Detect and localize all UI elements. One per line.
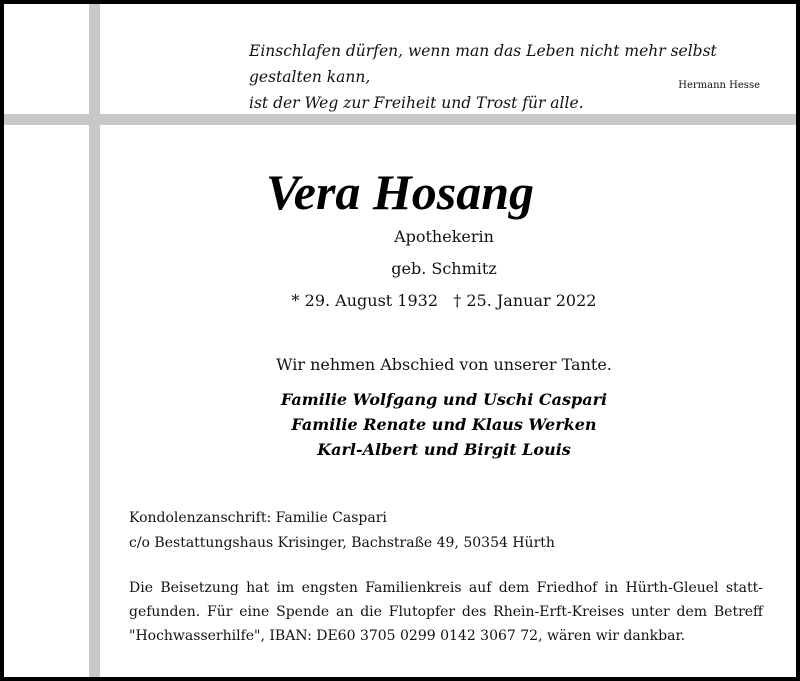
notice-line-2: gefunden. Für eine Spende an die Flutopfer des Rhein-Erft-Kreises unter dem Betreff	[129, 604, 763, 620]
family-line-2: Familie Renate und Klaus Werken	[291, 415, 597, 434]
profession: Apothekerin	[394, 227, 494, 246]
farewell-line: Wir nehmen Abschied von unserer Tante.	[276, 355, 612, 374]
quote-line-1: Einschlafen dürfen, wenn man das Leben nicht mehr selbst gestalten kann,	[249, 42, 717, 86]
maiden-name: geb. Schmitz	[391, 259, 497, 278]
cross-vertical-bar	[89, 4, 100, 677]
family-line-1: Familie Wolfgang und Uschi Caspari	[280, 390, 608, 409]
notice-line-1: Die Beisetzung hat im engsten Familienkreis auf dem Friedhof in Hürth-Gleuel statt-	[129, 580, 763, 596]
family-line-3: Karl-Albert und Birgit Louis	[317, 440, 571, 459]
notice-line-3: "Hochwasserhilfe", IBAN: DE60 3705 0299 0142 3067 72, wären wir dankbar.	[129, 628, 686, 644]
quote-author: Hermann Hesse	[678, 80, 760, 91]
quote-line-2: ist der Weg zur Freiheit und Trost für alle.	[249, 94, 584, 112]
condolence-address	[129, 506, 555, 556]
condolence-line-2: c/o Bestattungshaus Krisinger, Bachstraße 49, 50354 Hürth	[129, 535, 555, 551]
burial-notice	[129, 576, 763, 648]
life-dates: * 29. August 1932 † 25. Januar 2022	[291, 291, 597, 310]
quote-text	[249, 38, 764, 116]
condolence-line-1: Kondolenzanschrift: Familie Caspari	[129, 510, 387, 526]
deceased-name: Vera Hosang	[265, 164, 535, 220]
